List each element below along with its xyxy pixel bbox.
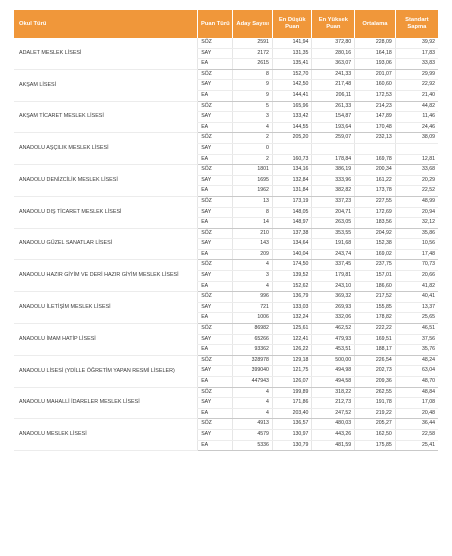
table-row [14, 228, 438, 239]
school-type-cell: ANADOLU İMAM HATİP LİSESİ [14, 324, 198, 356]
std-dev-cell: 17,83 [395, 48, 438, 59]
std-dev-cell: 38,09 [395, 133, 438, 144]
table-row [14, 260, 438, 271]
score-type-cell: EA [198, 408, 233, 419]
score-type-cell: SÖZ [198, 196, 233, 207]
std-dev-cell: 63,04 [395, 366, 438, 377]
std-dev-cell: 44,82 [395, 101, 438, 112]
candidate-count-cell: 4579 [233, 429, 273, 440]
average-cell: 200,34 [355, 165, 396, 176]
max-score-cell [312, 143, 355, 154]
candidate-count-cell: 4 [233, 387, 273, 398]
candidate-count-cell: 14 [233, 218, 273, 229]
max-score-cell: 369,32 [312, 292, 355, 303]
min-score-cell: 152,62 [272, 281, 312, 292]
score-type-cell: EA [198, 313, 233, 324]
max-score-cell: 453,51 [312, 345, 355, 356]
max-score-cell: 333,96 [312, 175, 355, 186]
table-header-row [14, 10, 438, 38]
min-score-cell: 134,64 [272, 239, 312, 250]
average-cell: 155,85 [355, 302, 396, 313]
candidate-count-cell: 1962 [233, 186, 273, 197]
max-score-cell: 462,52 [312, 324, 355, 335]
candidate-count-cell: 447943 [233, 377, 273, 388]
min-score-cell: 122,41 [272, 334, 312, 345]
score-type-cell: EA [198, 249, 233, 260]
average-cell: 183,56 [355, 218, 396, 229]
max-score-cell: 261,33 [312, 101, 355, 112]
candidate-count-cell: 209 [233, 249, 273, 260]
score-type-cell: SAY [198, 366, 233, 377]
min-score-cell: 136,57 [272, 419, 312, 430]
score-type-cell: SAY [198, 207, 233, 218]
std-dev-cell: 22,58 [395, 429, 438, 440]
table-row [14, 165, 438, 176]
average-cell: 186,60 [355, 281, 396, 292]
average-cell: 160,60 [355, 80, 396, 91]
std-dev-cell: 24,46 [395, 122, 438, 133]
max-score-cell: 263,05 [312, 218, 355, 229]
candidate-count-cell: 2615 [233, 59, 273, 70]
candidate-count-cell: 210 [233, 228, 273, 239]
score-type-cell: SÖZ [198, 101, 233, 112]
max-score-cell: 332,06 [312, 313, 355, 324]
average-cell: 227,55 [355, 196, 396, 207]
score-type-cell: EA [198, 440, 233, 451]
min-score-cell: 144,41 [272, 90, 312, 101]
std-dev-cell: 35,76 [395, 345, 438, 356]
table-row [14, 196, 438, 207]
max-score-cell: 481,59 [312, 440, 355, 451]
max-score-cell: 480,03 [312, 419, 355, 430]
min-score-cell: 121,75 [272, 366, 312, 377]
candidate-count-cell: 65266 [233, 334, 273, 345]
average-cell: 169,51 [355, 334, 396, 345]
candidate-count-cell: 2172 [233, 48, 273, 59]
score-type-cell: EA [198, 377, 233, 388]
min-score-cell: 132,84 [272, 175, 312, 186]
table-row [14, 133, 438, 144]
candidate-count-cell: 0 [233, 143, 273, 154]
min-score-cell: 142,50 [272, 80, 312, 91]
candidate-count-cell: 2 [233, 154, 273, 165]
score-type-cell: SÖZ [198, 324, 233, 335]
std-dev-cell: 12,81 [395, 154, 438, 165]
min-score-cell: 126,07 [272, 377, 312, 388]
std-dev-cell: 25,65 [395, 313, 438, 324]
min-score-cell: 140,04 [272, 249, 312, 260]
max-score-cell: 494,58 [312, 377, 355, 388]
max-score-cell: 353,55 [312, 228, 355, 239]
max-score-cell: 178,84 [312, 154, 355, 165]
candidate-count-cell: 1695 [233, 175, 273, 186]
candidate-count-cell: 4 [233, 408, 273, 419]
max-score-cell: 247,52 [312, 408, 355, 419]
candidate-count-cell: 5336 [233, 440, 273, 451]
max-score-cell: 212,73 [312, 398, 355, 409]
table-row [14, 387, 438, 398]
min-score-cell: 125,61 [272, 324, 312, 335]
min-score-cell: 152,70 [272, 69, 312, 80]
school-type-cell: ADALET MESLEK LİSESİ [14, 38, 198, 69]
std-dev-cell: 41,82 [395, 281, 438, 292]
score-type-cell: EA [198, 90, 233, 101]
candidate-count-cell: 8 [233, 207, 273, 218]
candidate-count-cell: 13 [233, 196, 273, 207]
min-score-cell: 130,79 [272, 440, 312, 451]
score-type-cell: SAY [198, 112, 233, 123]
results-table-container [14, 10, 438, 451]
average-cell: 191,78 [355, 398, 396, 409]
std-dev-cell: 46,51 [395, 324, 438, 335]
min-score-cell [272, 143, 312, 154]
min-score-cell: 160,73 [272, 154, 312, 165]
std-dev-cell: 29,99 [395, 69, 438, 80]
score-type-cell: SAY [198, 143, 233, 154]
std-dev-cell: 48,99 [395, 196, 438, 207]
std-dev-cell: 22,52 [395, 186, 438, 197]
min-score-cell: 148,05 [272, 207, 312, 218]
score-type-cell: SÖZ [198, 133, 233, 144]
score-type-cell: SAY [198, 80, 233, 91]
candidate-count-cell: 3 [233, 112, 273, 123]
max-score-cell: 443,26 [312, 429, 355, 440]
average-cell: 217,52 [355, 292, 396, 303]
average-cell [355, 143, 396, 154]
average-cell: 173,78 [355, 186, 396, 197]
std-dev-cell: 32,12 [395, 218, 438, 229]
candidate-count-cell: 1801 [233, 165, 273, 176]
table-row [14, 419, 438, 430]
std-dev-cell: 25,41 [395, 440, 438, 451]
candidate-count-cell: 2 [233, 133, 273, 144]
candidate-count-cell: 93362 [233, 345, 273, 356]
std-dev-cell: 33,83 [395, 59, 438, 70]
std-dev-cell: 36,44 [395, 419, 438, 430]
school-type-cell: ANADOLU HAZIR GİYİM VE DERİ HAZIR GİYİM MESLEK LİSESİ [14, 260, 198, 292]
score-type-cell: SAY [198, 175, 233, 186]
min-score-cell: 139,52 [272, 271, 312, 282]
header-candidate-count: Aday Sayısı [233, 10, 273, 38]
score-type-cell: EA [198, 122, 233, 133]
score-type-cell: SÖZ [198, 260, 233, 271]
min-score-cell: 173,19 [272, 196, 312, 207]
score-type-cell: SAY [198, 302, 233, 313]
min-score-cell: 205,20 [272, 133, 312, 144]
score-type-cell: SÖZ [198, 165, 233, 176]
score-type-cell: SÖZ [198, 228, 233, 239]
score-type-cell: SÖZ [198, 387, 233, 398]
min-score-cell: 133,03 [272, 302, 312, 313]
table-body [14, 38, 438, 451]
min-score-cell: 137,38 [272, 228, 312, 239]
average-cell: 188,17 [355, 345, 396, 356]
average-cell: 193,06 [355, 59, 396, 70]
std-dev-cell: 39,92 [395, 38, 438, 48]
average-cell: 226,54 [355, 355, 396, 366]
header-score-type: Puan Türü [198, 10, 233, 38]
candidate-count-cell: 8 [233, 69, 273, 80]
std-dev-cell: 48,70 [395, 377, 438, 388]
max-score-cell: 500,00 [312, 355, 355, 366]
candidate-count-cell: 721 [233, 302, 273, 313]
candidate-count-cell: 328978 [233, 355, 273, 366]
min-score-cell: 165,96 [272, 101, 312, 112]
candidate-count-cell: 9 [233, 80, 273, 91]
max-score-cell: 318,22 [312, 387, 355, 398]
table-row [14, 38, 438, 48]
std-dev-cell: 20,29 [395, 175, 438, 186]
std-dev-cell: 48,24 [395, 355, 438, 366]
results-table [14, 10, 438, 451]
score-type-cell: SÖZ [198, 69, 233, 80]
std-dev-cell: 13,37 [395, 302, 438, 313]
min-score-cell: 135,41 [272, 59, 312, 70]
header-average: Ortalama [355, 10, 396, 38]
school-type-cell: ANADOLU MAHALLİ İDARELER MESLEK LİSESİ [14, 387, 198, 419]
score-type-cell: SÖZ [198, 38, 233, 48]
score-type-cell: EA [198, 186, 233, 197]
max-score-cell: 337,23 [312, 196, 355, 207]
average-cell: 169,78 [355, 154, 396, 165]
min-score-cell: 199,89 [272, 387, 312, 398]
average-cell: 147,89 [355, 112, 396, 123]
table-row [14, 292, 438, 303]
average-cell: 237,75 [355, 260, 396, 271]
school-type-cell: ANADOLU İLETİŞİM MESLEK LİSESİ [14, 292, 198, 324]
min-score-cell: 131,35 [272, 48, 312, 59]
candidate-count-cell: 143 [233, 239, 273, 250]
candidate-count-cell: 399040 [233, 366, 273, 377]
max-score-cell: 204,71 [312, 207, 355, 218]
table-row [14, 101, 438, 112]
average-cell: 205,27 [355, 419, 396, 430]
max-score-cell: 280,16 [312, 48, 355, 59]
candidate-count-cell: 86982 [233, 324, 273, 335]
header-std-dev: Standart Sapma [395, 10, 438, 38]
max-score-cell: 193,64 [312, 122, 355, 133]
max-score-cell: 479,93 [312, 334, 355, 345]
min-score-cell: 203,40 [272, 408, 312, 419]
std-dev-cell: 10,56 [395, 239, 438, 250]
school-type-cell: AKŞAM LİSESİ [14, 69, 198, 101]
std-dev-cell: 20,66 [395, 271, 438, 282]
average-cell: 232,13 [355, 133, 396, 144]
std-dev-cell: 48,84 [395, 387, 438, 398]
candidate-count-cell: 3 [233, 271, 273, 282]
score-type-cell: SÖZ [198, 292, 233, 303]
std-dev-cell: 35,86 [395, 228, 438, 239]
score-type-cell: SAY [198, 429, 233, 440]
max-score-cell: 269,93 [312, 302, 355, 313]
average-cell: 162,50 [355, 429, 396, 440]
candidate-count-cell: 4 [233, 260, 273, 271]
max-score-cell: 259,07 [312, 133, 355, 144]
average-cell: 214,23 [355, 101, 396, 112]
std-dev-cell [395, 143, 438, 154]
min-score-cell: 132,24 [272, 313, 312, 324]
max-score-cell: 154,87 [312, 112, 355, 123]
average-cell: 172,53 [355, 90, 396, 101]
average-cell: 228,09 [355, 38, 396, 48]
min-score-cell: 171,86 [272, 398, 312, 409]
max-score-cell: 243,74 [312, 249, 355, 260]
max-score-cell: 206,11 [312, 90, 355, 101]
max-score-cell: 337,45 [312, 260, 355, 271]
max-score-cell: 494,98 [312, 366, 355, 377]
table-row [14, 355, 438, 366]
school-type-cell: ANADOLU DIŞ TİCARET MESLEK LİSESİ [14, 196, 198, 228]
candidate-count-cell: 1006 [233, 313, 273, 324]
candidate-count-cell: 4913 [233, 419, 273, 430]
school-type-cell: ANADOLU LİSESİ (YDİLLE ÖĞRETİM YAPAN RESMİ LİSELER) [14, 355, 198, 387]
min-score-cell: 126,22 [272, 345, 312, 356]
std-dev-cell: 17,08 [395, 398, 438, 409]
school-type-cell: ANADOLU GÜZEL SANATLAR LİSESİ [14, 228, 198, 260]
school-type-cell: ANADOLU MESLEK LİSESİ [14, 419, 198, 451]
score-type-cell: SAY [198, 48, 233, 59]
min-score-cell: 141,94 [272, 38, 312, 48]
header-max-score: En Yüksek Puan [312, 10, 355, 38]
score-type-cell: EA [198, 345, 233, 356]
min-score-cell: 144,55 [272, 122, 312, 133]
score-type-cell: EA [198, 59, 233, 70]
candidate-count-cell: 9 [233, 90, 273, 101]
score-type-cell: EA [198, 281, 233, 292]
average-cell: 169,02 [355, 249, 396, 260]
max-score-cell: 372,80 [312, 38, 355, 48]
std-dev-cell: 11,46 [395, 112, 438, 123]
std-dev-cell: 20,94 [395, 207, 438, 218]
candidate-count-cell: 2591 [233, 38, 273, 48]
score-type-cell: EA [198, 154, 233, 165]
score-type-cell: SAY [198, 239, 233, 250]
max-score-cell: 386,19 [312, 165, 355, 176]
average-cell: 222,22 [355, 324, 396, 335]
average-cell: 202,73 [355, 366, 396, 377]
min-score-cell: 130,97 [272, 429, 312, 440]
score-type-cell: SÖZ [198, 355, 233, 366]
candidate-count-cell: 4 [233, 398, 273, 409]
school-type-cell: ANADOLU AŞÇILIK MESLEK LİSESİ [14, 133, 198, 165]
candidate-count-cell: 5 [233, 101, 273, 112]
score-type-cell: SAY [198, 334, 233, 345]
std-dev-cell: 17,48 [395, 249, 438, 260]
max-score-cell: 241,33 [312, 69, 355, 80]
score-type-cell: EA [198, 218, 233, 229]
header-min-score: En Düşük Puan [272, 10, 312, 38]
average-cell: 152,38 [355, 239, 396, 250]
average-cell: 178,82 [355, 313, 396, 324]
max-score-cell: 382,82 [312, 186, 355, 197]
average-cell: 161,22 [355, 175, 396, 186]
average-cell: 201,07 [355, 69, 396, 80]
std-dev-cell: 20,48 [395, 408, 438, 419]
max-score-cell: 191,68 [312, 239, 355, 250]
std-dev-cell: 22,92 [395, 80, 438, 91]
average-cell: 164,18 [355, 48, 396, 59]
header-school-type: Okul Türü [14, 10, 198, 38]
average-cell: 157,01 [355, 271, 396, 282]
average-cell: 262,55 [355, 387, 396, 398]
std-dev-cell: 70,73 [395, 260, 438, 271]
score-type-cell: SAY [198, 271, 233, 282]
school-type-cell: AKŞAM TİCARET MESLEK LİSESİ [14, 101, 198, 133]
table-row [14, 69, 438, 80]
std-dev-cell: 21,40 [395, 90, 438, 101]
average-cell: 170,48 [355, 122, 396, 133]
min-score-cell: 131,84 [272, 186, 312, 197]
school-type-cell: ANADOLU DENİZCİLİK MESLEK LİSESİ [14, 165, 198, 197]
score-type-cell: SÖZ [198, 419, 233, 430]
average-cell: 219,22 [355, 408, 396, 419]
average-cell: 172,69 [355, 207, 396, 218]
candidate-count-cell: 4 [233, 122, 273, 133]
average-cell: 209,36 [355, 377, 396, 388]
min-score-cell: 174,50 [272, 260, 312, 271]
std-dev-cell: 37,56 [395, 334, 438, 345]
max-score-cell: 217,48 [312, 80, 355, 91]
candidate-count-cell: 4 [233, 281, 273, 292]
min-score-cell: 136,79 [272, 292, 312, 303]
min-score-cell: 133,42 [272, 112, 312, 123]
min-score-cell: 148,97 [272, 218, 312, 229]
std-dev-cell: 40,41 [395, 292, 438, 303]
max-score-cell: 363,07 [312, 59, 355, 70]
average-cell: 175,85 [355, 440, 396, 451]
score-type-cell: SAY [198, 398, 233, 409]
min-score-cell: 129,18 [272, 355, 312, 366]
max-score-cell: 243,10 [312, 281, 355, 292]
candidate-count-cell: 996 [233, 292, 273, 303]
std-dev-cell: 33,68 [395, 165, 438, 176]
table-row [14, 324, 438, 335]
min-score-cell: 134,16 [272, 165, 312, 176]
average-cell: 204,92 [355, 228, 396, 239]
max-score-cell: 179,81 [312, 271, 355, 282]
